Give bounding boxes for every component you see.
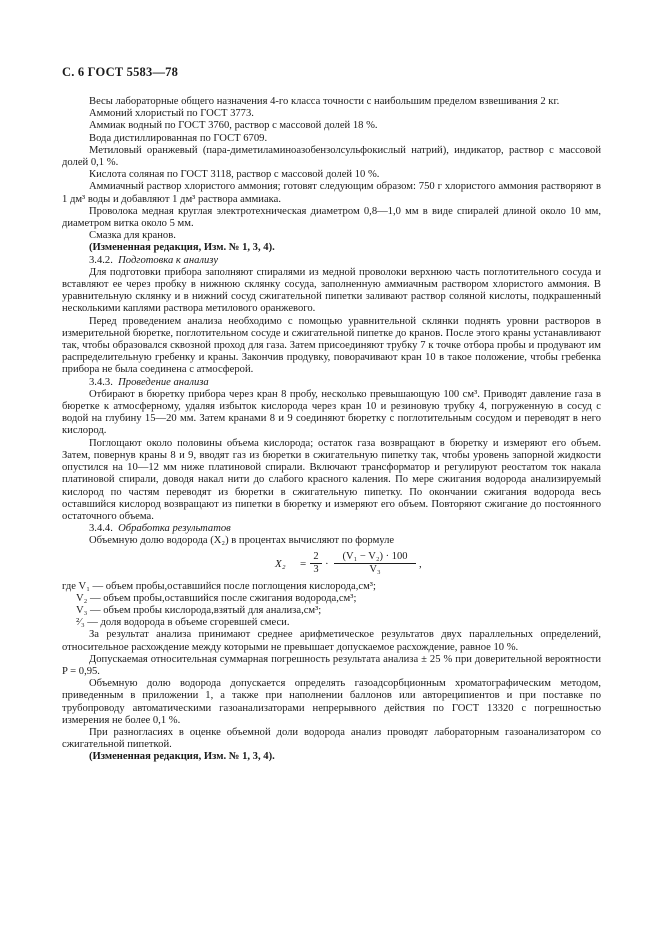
section-number: 3.4.4. [89,523,113,535]
hydrogen-formula [62,549,601,579]
formula-fraction-two-thirds [310,551,322,576]
paragraph-preparation-2: Перед проведением анализа необходимо с помощью уравнительной склянки поднять уровни растворов в измерительной бюретке, поглотительном сосуде и сжигательной пипетке до кранов. После этого краны устанавливают так, чтобы образовался сквозной проход для газа. Затем присоединяют трубку 7 к точке отбора пробы и продувают им распределительную гребенку и краны. Закончив продувку, поворачивают кран 10 в такое положение, чтобы гребенка прибора не была соединена с атмосферой. [62,315,601,376]
section-title: Подготовка к анализу [118,254,219,266]
paragraph-chromatography: Объемную долю водорода допускается определять газоадсорбционным хроматографическим методом, приведенным в приложении 1, а также при наполнении баллонов или автореципиентов и при поставке по трубопроводу автоматическими газоанализаторами непрерывного действия по ГОСТ 13320 с погрешностью измерения не более 0,1 %. [62,678,601,726]
legend-item: ²⁄₃ — доля водорода в объеме сгоревшей смеси. [76,617,290,629]
paragraph-error: Допускаемая относительная суммарная погрешность результата анализа ± 25 % при доверительной вероятности P = 0,95. [62,653,601,677]
legend-item: V₃ — объем пробы кислорода,взятый для анализа,см³; [76,604,322,616]
section-heading-3-4-4 [62,523,601,535]
section-number: 3.4.3. [89,376,113,388]
legend-item: V₂ — объем пробы,оставшийся после сжигания водорода,см³; [76,592,357,604]
paragraph-analysis-1: Отбирают в бюретку прибора через кран 8 пробу, несколько превышающую 100 см³. Приводят давление газа в бюретке к атмосферному, удаляя избыток кислорода через кран 10 и резиновую трубку 4, погруженную в сосуд с водой на глубину 15—20 мм. Затем кранами 8 и 9 соединяют бюретку с поглотительным сосудом и переводят в него кислород. [62,388,601,437]
paragraph-result: За результат анализа принимают среднее арифметическое результатов двух параллельных определений, относительное расхождение между которыми не превышает допускаемое расхождение, равное 10 %. [62,629,601,653]
paragraph-scales: Весы лабораторные общего назначения 4-го класса точности с наибольшим пределом взвешивания 2 кг. [89,96,560,107]
formula-legend [62,581,601,630]
section-heading-3-4-2 [62,255,601,267]
fraction-numerator: (V₁ − V₂) · 100 [334,551,416,564]
formula-multiply: · [325,557,329,570]
paragraph-methyl-orange: Метиловый оранжевый (пара-диметиламиноазобензолсульфокислый натрий), индикатор, раствор с массовой долей 0,1 %. [62,144,601,169]
paragraph-ammonia: Аммиак водный по ГОСТ 3760, раствор с массовой долей 18 %. [89,120,378,132]
paragraph-copper-wire: Проволока медная круглая электротехническая диаметром 0,8—1,0 мм в виде спиралей длиной около 10 мм, диаметром витка около 5 мм. [62,205,601,230]
page-header: С. 6 ГОСТ 5583—78 [62,65,179,79]
paragraph-formula-intro: Объемную долю водорода (X₂) в процентах вычисляют по формуле [89,535,395,547]
fraction-denominator: V₃ [369,563,381,575]
document-body [62,96,601,764]
paragraph-grease: Смазка для кранов. [89,230,176,242]
section-number: 3.4.2. [89,254,113,266]
paragraph-ammonium-chloride: Аммоний хлористый по ГОСТ 3773. [89,108,254,120]
paragraph-preparation-1: Для подготовки прибора заполняют спиралями из медной проволоки верхнюю часть поглотительного сосуда и вставляют ее через пробку в нижнюю склянку сосуда, заполненную аммиачным раствором хлористого аммония. В уравнительную склянку и в нижний сосуд сжигательной пипетки заливают раствор соляной кислоты, подкрашенный несколькими каплями раствора метилового оранжевого. [62,266,601,315]
revision-note: (Измененная редакция, Изм. № 1, 3, 4). [89,751,275,763]
paragraph-disagreement: При разногласиях в оценке объемной доли водорода анализ проводят лабораторным газоанализатором со сжигательной пипеткой. [62,726,601,751]
section-title: Обработка результатов [118,523,231,535]
revision-note: (Измененная редакция, Изм. № 1, 3, 4). [89,242,275,254]
formula-fraction-volume [334,551,416,576]
fraction-denominator: 3 [313,563,319,575]
fraction-numerator: 2 [310,551,322,564]
formula-comma: , [419,557,422,570]
section-heading-3-4-3 [62,377,601,389]
legend-item: где V₁ — объем пробы,оставшийся после поглощения кислорода,см³; [62,580,376,592]
formula-equals: = [300,557,307,570]
paragraph-analysis-2: Поглощают около половины объема кислорода; остаток газа возвращают в бюретку и измеряют его объем. Затем, повернув краны 8 и 9, вводят газ из бюретки в сжигательную пипетку так, чтобы уровень запорной жидкости опустился на 10—12 мм ниже платиновой спирали. Включают трансформатор и регулируют реостатом ток накала платиновой спирали, доводя накал нити до слабого красного каления. По мере сжигания водорода анализируемый кислород по частям переводят из бюретки в сжигательную пипетку. По окончании сжигания водорода весь оставшийся кислород возвращают из пипетки в бюретку и измеряют его объем. Повторяют сжигание до постоянного остаточного объема. [62,437,601,522]
paragraph-water: Вода дистиллированная по ГОСТ 6709. [89,132,268,144]
formula-lhs: X₂ [275,557,286,570]
section-title: Проведение анализа [118,376,209,388]
paragraph-ammonia-solution: Аммиачный раствор хлористого аммония; готовят следующим образом: 750 г хлористого аммония растворяют в 1 дм³ воды и добавляют 1 дм³ раствора аммиака. [62,181,601,205]
paragraph-hydrochloric-acid: Кислота соляная по ГОСТ 3118, раствор с массовой долей 10 %. [89,169,380,181]
